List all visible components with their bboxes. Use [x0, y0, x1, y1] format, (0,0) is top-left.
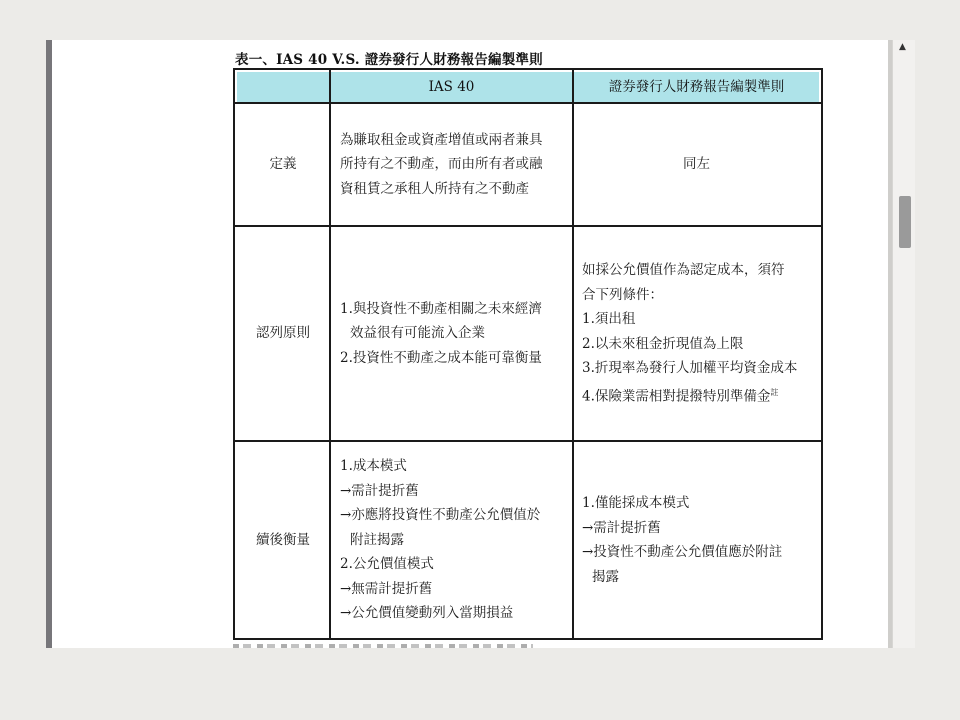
cutoff-text-line — [233, 644, 533, 648]
header-col1-label — [237, 72, 329, 102]
header-col2-label: IAS 40 — [428, 79, 475, 95]
cell-local-recognition: 如採公允價值作為認定成本，須符 合下列條件： 1.須出租 2.以未來租金折現值為上限 3.折現率為發行人加權平均資金成本 4.保險業需相對提撥特別準備金$^註$ — [582, 262, 798, 405]
cell-ias40-subsequent: 1.成本模式 →需計提折舊 →亦應將投資性不動產公允價值於 附註揭露 2.公允價值模式 →無需計提折舊 →公允價值變動列入當期損益 — [340, 458, 541, 622]
cell-local-definition: 同左 — [683, 156, 710, 173]
column-divider — [329, 70, 331, 638]
vertical-scrollbar[interactable] — [892, 40, 915, 648]
comparison-table — [233, 68, 823, 640]
table-caption: 表一、IAS 40 V.S. 證券發行人財務報告編製準則 — [235, 52, 543, 68]
scroll-thumb[interactable] — [899, 196, 911, 248]
scroll-up-arrow-icon[interactable]: ▲ — [899, 42, 906, 52]
cell-ias40-definition: 為賺取租金或資產增值或兩者兼具 所持有之不動產，而由所有者或融 資租賃之承租人所持有之不動產 — [340, 131, 543, 197]
footnote-marker: 註 — [770, 387, 779, 397]
document-page — [52, 40, 888, 648]
row-label-recognition: 認列原則 — [256, 325, 310, 342]
row-label-subsequent: 續後衡量 — [256, 531, 310, 548]
row-label-definition: 定義 — [269, 156, 297, 173]
cell-local-subsequent: 1.僅能採成本模式 →需計提折舊 →投資性不動產公允價值應於附註 揭露 — [582, 495, 783, 585]
header-col3-label: 證券發行人財務報告編製準則 — [608, 79, 785, 95]
cell-ias40-recognition: 1.與投資性不動產相關之未來經濟 效益很有可能流入企業 2.投資性不動產之成本能可靠衡量 — [340, 300, 542, 366]
